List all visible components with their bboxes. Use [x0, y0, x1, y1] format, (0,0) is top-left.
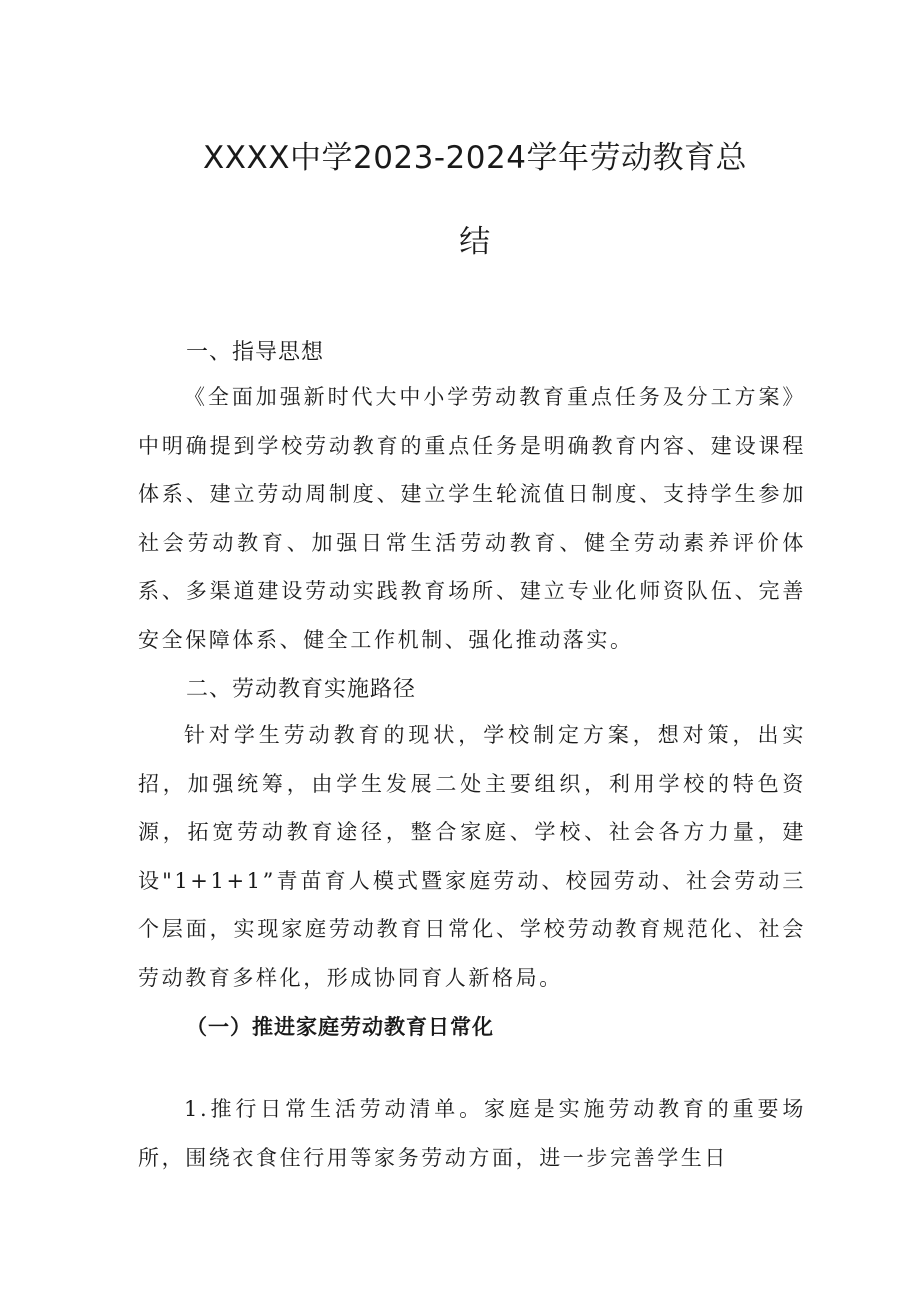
section-paragraph-implementation-path: 针对学生劳动教育的现状，学校制定方案，想对策，出实招，加强统筹，由学生发展二处主要组织，利用学校的特色资源，拓宽劳动教育途径，整合家庭、学校、社会各方力量，建设"1+1+1”青苗育人模式暨家庭劳动、校园劳动、社会劳动三个层面，实现家庭劳动教育日常化、学校劳动教育规范化、社会劳动教育多样化，形成协同育人新格局。 — [138, 723, 806, 990]
subsection-heading-family-labor: （一）推进家庭劳动教育日常化 — [186, 1014, 494, 1039]
document-title-line-1: XXXX中学2023-2024学年劳动教育总 — [203, 140, 747, 176]
subsection-paragraph-family-labor: 1.推行日常生活劳动清单。家庭是实施劳动教育的重要场所，围绕衣食住行用等家务劳动方面，进一步完善学生日 — [138, 1097, 806, 1170]
section-heading-implementation-path: 二、劳动教育实施路径 — [186, 677, 417, 702]
section-paragraph-guiding-ideology: 《全面加强新时代大中小学劳动教育重点任务及分工方案》中明确提到学校劳动教育的重点任务是明确教育内容、建设课程体系、建立劳动周制度、建立学生轮流值日制度、支持学生参加社会劳动教育、加强日常生活劳动教育、健全劳动素养评价体系、多渠道建设劳动实践教育场所、建立专业化师资队伍、完善安全保障体系、健全工作机制、强化推动落实。 — [138, 385, 806, 652]
section-heading-guiding-ideology: 一、指导思想 — [186, 340, 325, 365]
document-title-line-2: 结 — [459, 224, 491, 260]
